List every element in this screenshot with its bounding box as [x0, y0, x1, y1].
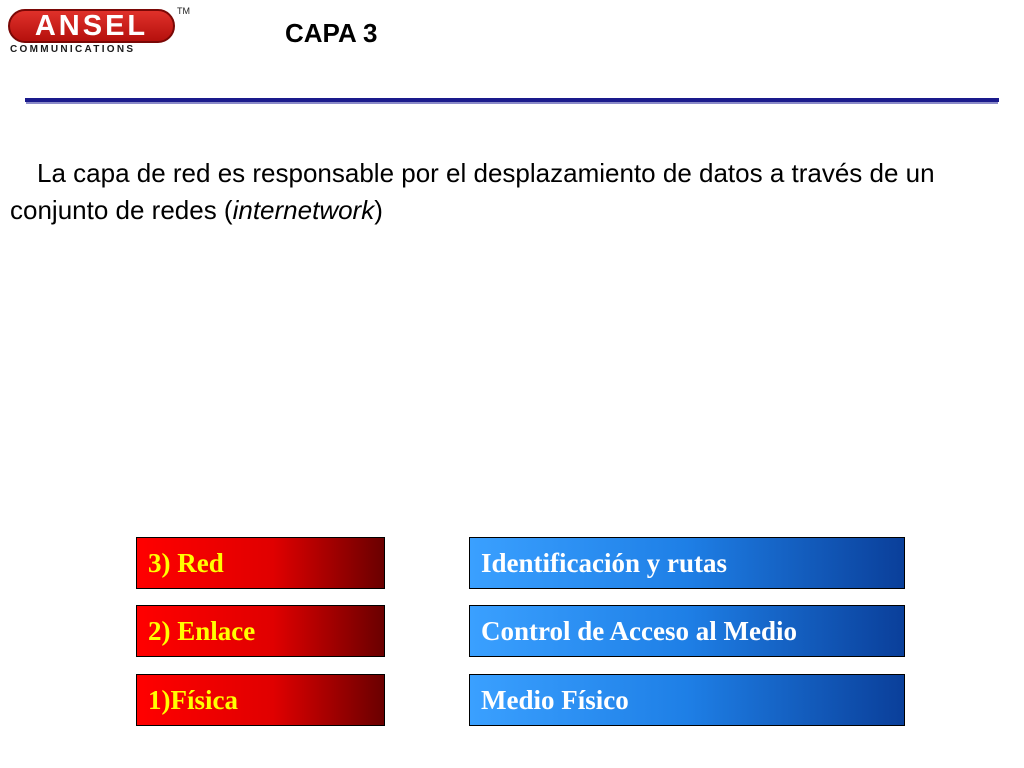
function-box-physical-medium: Medio Físico — [469, 674, 905, 726]
body-italic-text: internetwork — [232, 195, 375, 225]
slide-title: CAPA 3 — [285, 18, 378, 48]
slide-body — [10, 155, 970, 229]
layer-box-red: 3) Red — [136, 537, 385, 589]
logo-subtitle: COMMUNICATIONS — [10, 44, 136, 55]
layer-box-enlace: 2) Enlace — [136, 605, 385, 657]
header-divider — [25, 98, 999, 102]
function-box-routing: Identificación y rutas — [469, 537, 905, 589]
body-main-text: La capa de red es responsable por el desplazamiento de datos a través de un conjunto de redes ( — [10, 158, 935, 225]
body-end-text: ) — [374, 195, 383, 225]
logo-wordmark: ANSEL — [8, 9, 175, 43]
logo-trademark: TM — [177, 6, 190, 16]
function-box-mac: Control de Acceso al Medio — [469, 605, 905, 657]
ansel-logo — [8, 6, 193, 56]
layer-box-fisica: 1)Física — [136, 674, 385, 726]
